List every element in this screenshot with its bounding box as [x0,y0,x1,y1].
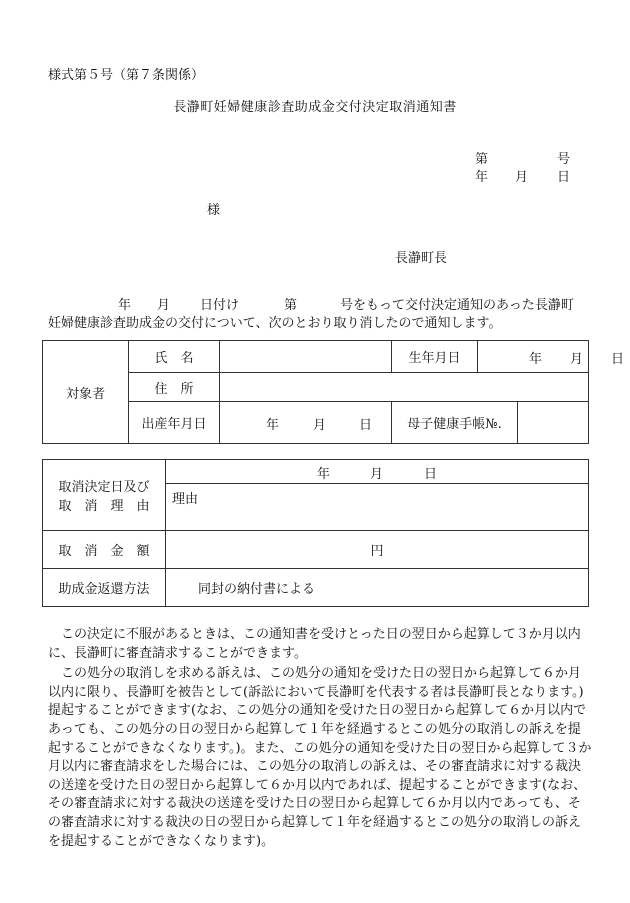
cancellation-table [42,459,589,607]
number-suffix: 号 [557,152,571,167]
delivery-day: 日 [359,417,373,433]
birth-year: 年 [529,351,543,367]
notes [48,626,593,851]
subject-table [42,340,625,444]
cancel-amount-field[interactable] [166,531,589,569]
issue-month: 月 [515,170,529,185]
reason-label: 理由 [172,492,199,507]
subject-group-label: 対象者 [43,341,129,444]
document-title: 長瀞町妊婦健康診査助成金交付決定取消通知書 [173,100,457,115]
form-number: 様式第５号（第７条関係） [48,68,205,83]
cancel-date-field[interactable] [166,460,589,484]
cancel-month: 月 [370,466,384,482]
cancel-amount-label: 取 消 金 額 [43,531,166,569]
name-label: 氏 名 [129,341,220,373]
cancel-date-label-line: 取消決定日及び [58,480,150,495]
cancel-day: 日 [424,466,438,482]
issue-date [475,166,570,185]
intro-day-dated: 日付け [200,298,240,313]
delivery-date-field[interactable] [220,402,392,444]
birth-month: 月 [570,351,584,367]
birth-date-field[interactable] [478,341,625,373]
intro-month: 月 [157,298,171,313]
intro-year: 年 [118,298,132,313]
cancel-date-reason-label [43,460,166,531]
number-prefix: 第 [475,152,489,167]
delivery-year: 年 [266,417,280,433]
address-label: 住 所 [129,373,220,402]
handbook-label: 母子健康手帳№. [392,402,518,444]
name-field[interactable] [220,341,392,373]
issue-year: 年 [475,170,489,185]
intro-line-2: 妊婦健康診査助成金の交付について、次のとおり取り消したので通知します。 [48,316,502,331]
intro-rest: 号をもって交付決定通知のあった長瀞町 [340,298,574,313]
sender-mayor: 長瀞町長 [395,251,448,266]
delivery-label: 出産年月日 [129,402,220,444]
return-method-label: 助成金返還方法 [43,569,166,607]
handbook-number-field[interactable] [518,402,589,444]
note-appeal: この決定に不服があるときは、この通知書を受けとった日の翌日から起算して３か月以内に、長瀞町に審査請求することができます。 [48,627,581,661]
return-method-value: 同封の納付書による [166,569,589,607]
birth-label: 生年月日 [392,341,478,373]
recipient-honorific: 様 [207,203,221,218]
delivery-month: 月 [313,417,327,433]
birth-day: 日 [611,351,625,367]
document-number [475,148,571,167]
intro-number-prefix: 第 [284,298,298,313]
cancel-reason-field[interactable] [166,484,589,531]
note-lawsuit: この処分の取消しを求める訴えは、この処分の通知を受けた日の翌日から起算して６か月以内に限り、長瀞町を被告として(訴訟において長瀞町を代表する者は長瀞町長となります。)提起することができます(なお、この処分の通知を受けた日の翌日から起算して６か月以内であっても、この処分の日の翌日から起算して１年を経過するとこの処分の取消しの訴えを提起することができなくなります。)。また、この処分の通知を受けた日の翌日から起算して３か月以内に審査請求をした場合には、この処分の取消しの訴えは、その審査請求に対する裁決の送達を受けた日の翌日から起算して６か月以内であれば、提起することができます(なお、その審査請求に対する裁決の送達を受けた日の翌日から起算して６か月以内であっても、その審査請求に対する裁決の日の翌日から起算して１年を経過するとこの処分の取消しの訴えを提起することができなくなります)。 [48,666,592,849]
address-field[interactable] [220,373,589,402]
issue-day: 日 [557,170,571,185]
cancel-year: 年 [317,466,331,482]
amount-unit: 円 [370,544,384,559]
cancel-reason-label-line: 取 消 理 由 [58,499,150,514]
